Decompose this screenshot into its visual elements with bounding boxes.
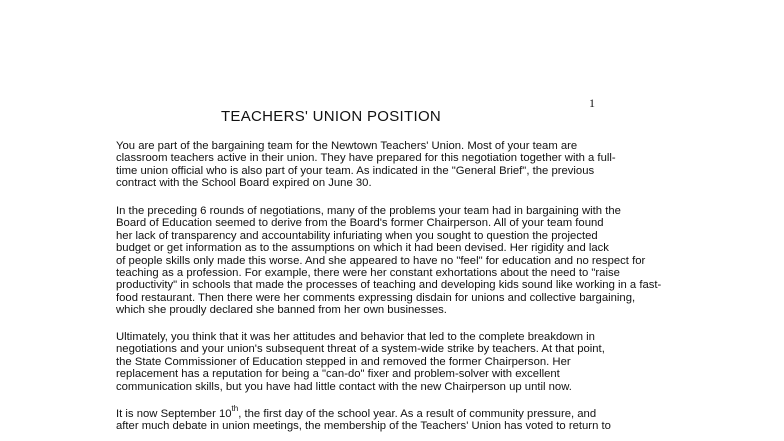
text-segment: It is now September 10 (116, 408, 232, 420)
text-line: food restaurant. Then there were her comments expressing disdain for unions and collective bargaining, (116, 291, 636, 304)
text-line: Board of Education seemed to derive from the Board's former Chairperson. All of your team found (116, 217, 604, 230)
text-line: Ultimately, you think that it was her attitudes and behavior that led to the complete breakdown in (116, 331, 595, 343)
paragraph-3 (116, 331, 616, 393)
text-line: which she proudly declared she banned from her own businesses. (116, 304, 447, 317)
text-line: In the preceding 6 rounds of negotiations, many of the problems your team had in bargaining with the (116, 205, 621, 217)
text-segment: , the first day of the school year. As a result of community pressure, and (238, 408, 597, 420)
paragraph-2 (116, 205, 662, 317)
text-line: communication skills, but you have had little contact with the new Chairperson up until now. (116, 380, 572, 393)
text-line: classroom teachers active in their union. They have prepared for this negotiation together with a full- (116, 152, 616, 165)
text-line: replacement has a reputation for being a "can-do" fixer and problem-solver with excellent (116, 368, 560, 381)
text-line: after much debate in union meetings, the membership of the Teachers' Union has voted to return to (116, 420, 611, 433)
paragraph-4 (116, 404, 616, 433)
text-line: You are part of the bargaining team for the Newtown Teachers' Union. Most of your team are (116, 140, 578, 152)
superscript: th (231, 404, 239, 413)
text-line: her lack of transparency and accountability infuriating when you sought to question the projected (116, 229, 598, 242)
text-line: time union official who is also part of your team. As indicated in the "General Brief", the previous (116, 164, 595, 177)
text-line: productivity" in schools that made the processes of teaching and developing kids sound like working in a fast- (116, 279, 662, 292)
text-line: budget or get information as to the assumptions on which it had been devised. Her rigidity and lack (116, 242, 609, 255)
text-line: the State Commissioner of Education stepped in and removed the former Chairperson. Her (116, 355, 571, 368)
text-line: negotiations and your union's subsequent threat of a system-wide strike by teachers. At that point, (116, 343, 605, 356)
page-number: 1 (589, 96, 595, 110)
text-line: teaching as a profession. For example, there were her constant exhortations about the need to "raise (116, 267, 620, 280)
paragraph-1 (116, 140, 616, 190)
text-line (116, 404, 616, 420)
text-line: contract with the School Board expired on June 30. (116, 177, 372, 190)
page-title: TEACHERS' UNION POSITION (220, 108, 442, 125)
text-line: of people skills only made this worse. And she appeared to have no "feel" for education and no respect for (116, 254, 646, 267)
